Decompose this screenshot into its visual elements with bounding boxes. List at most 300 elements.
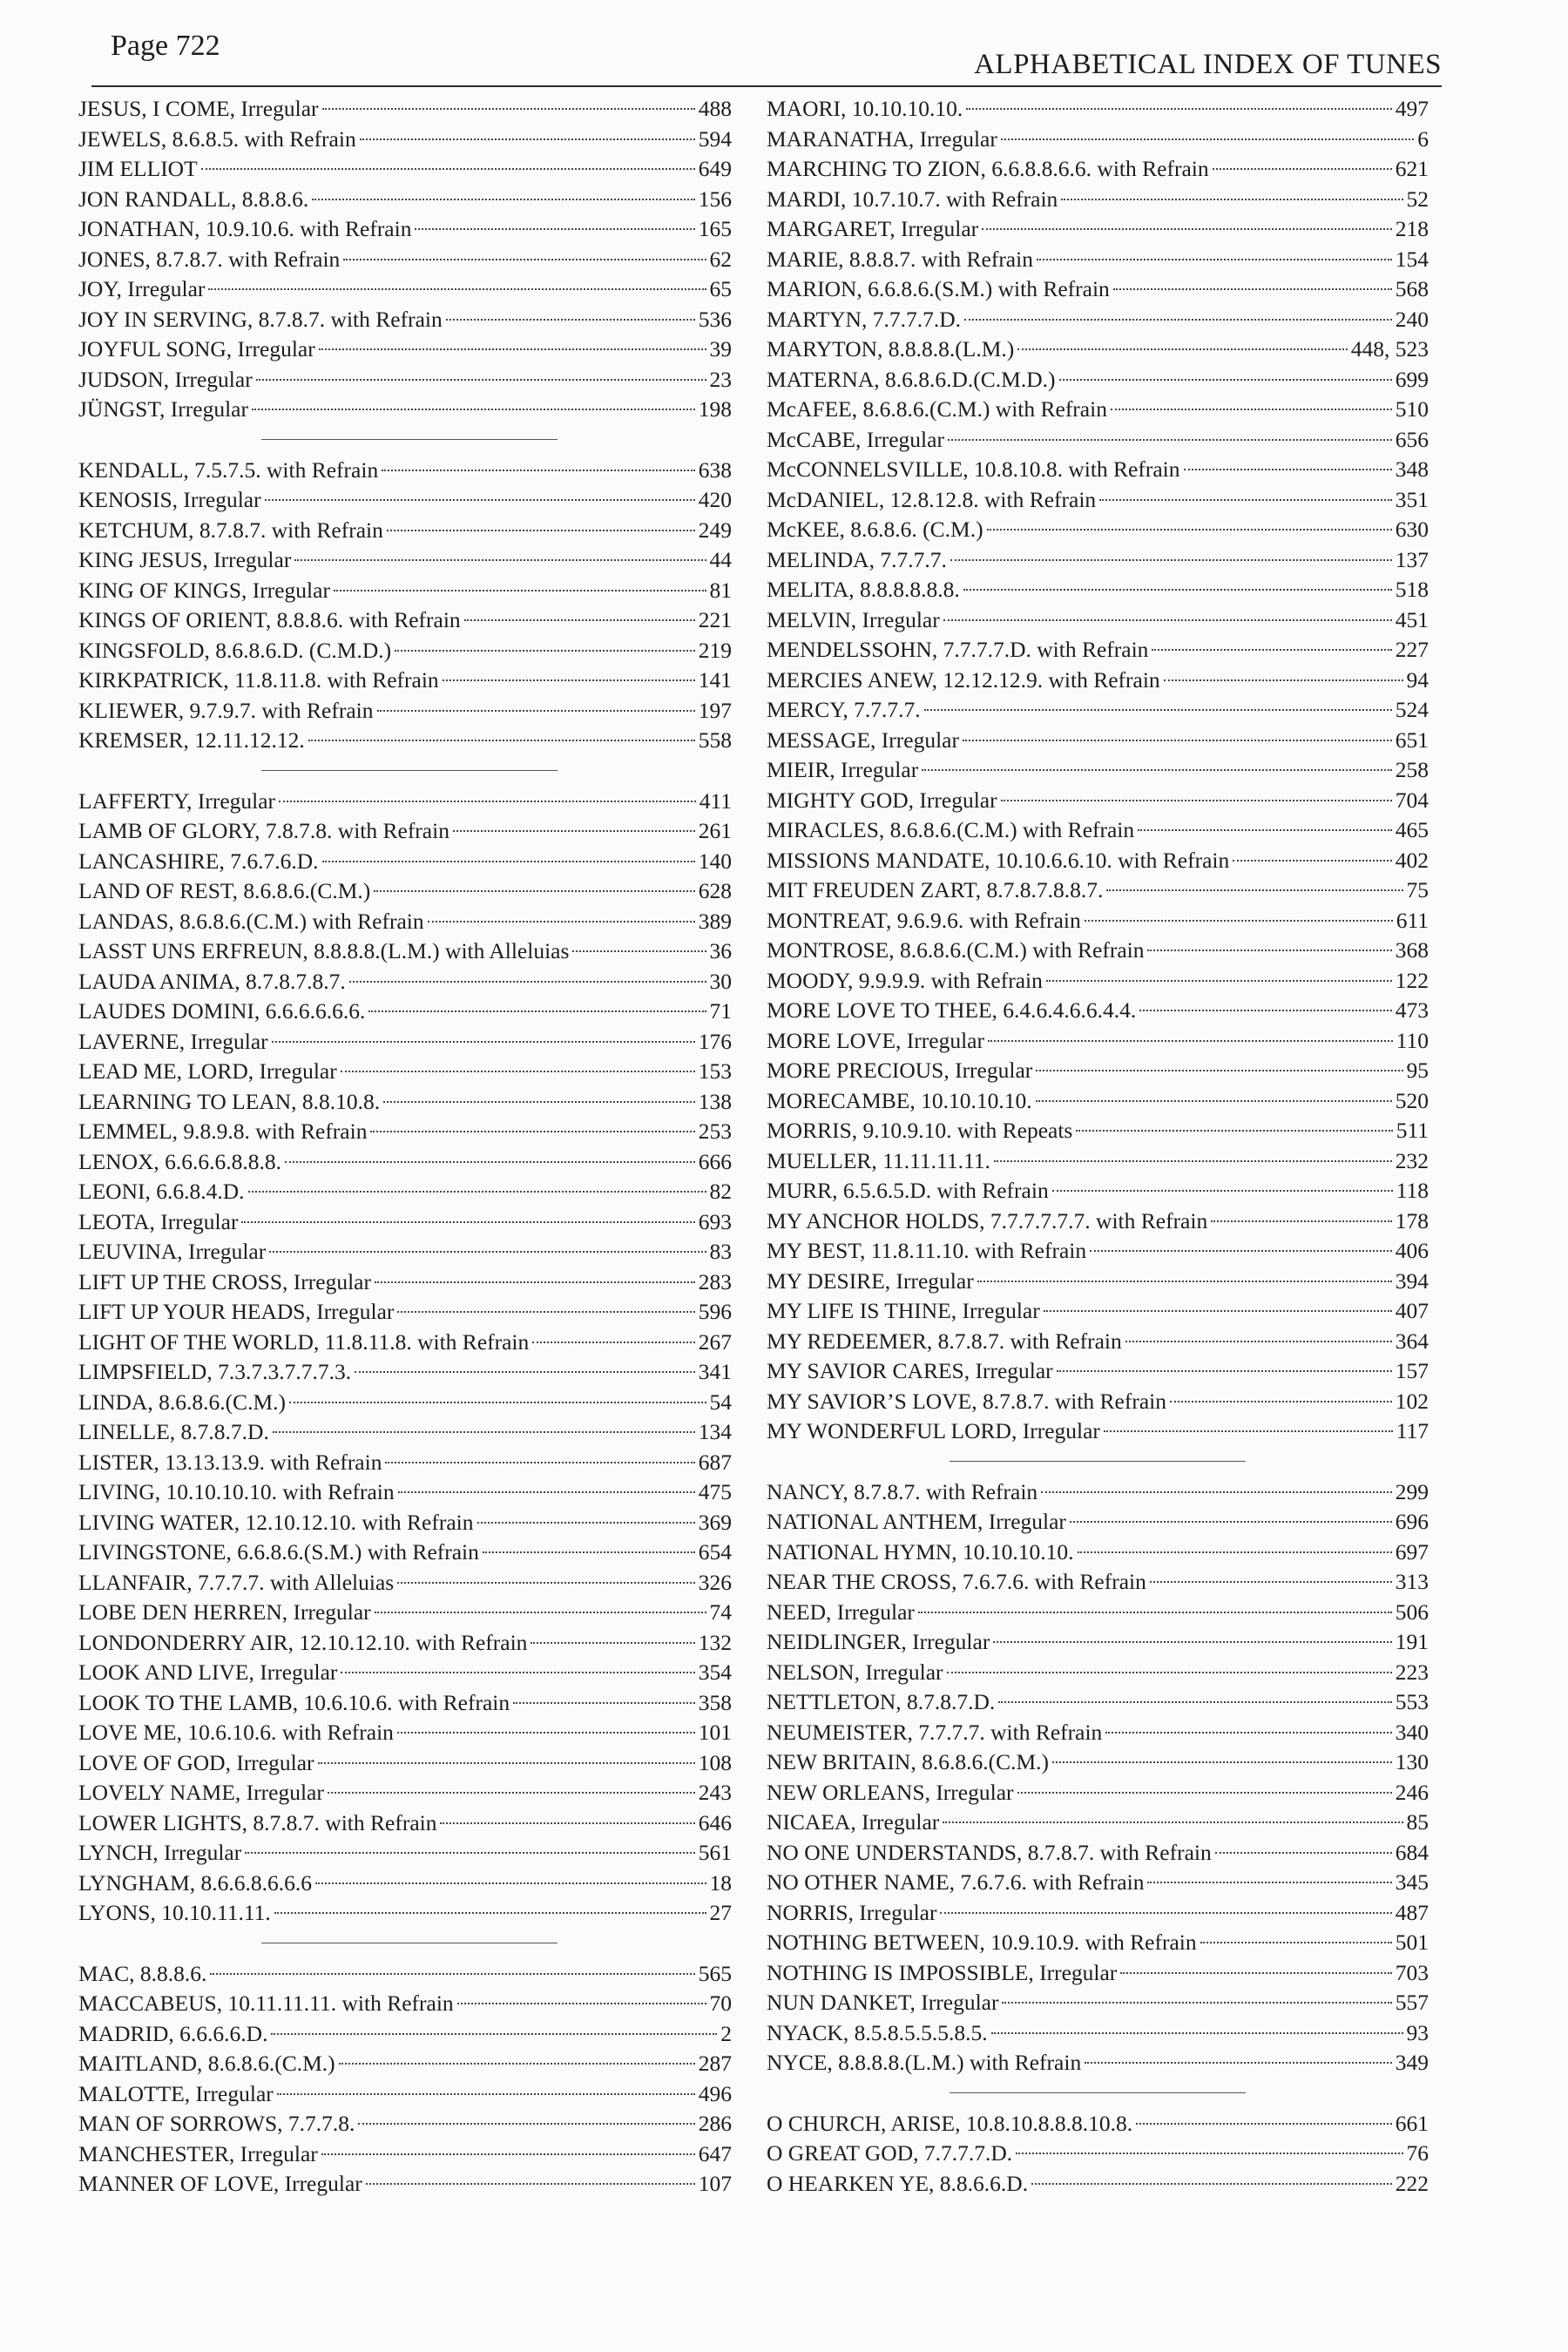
tune-entry[interactable] (767, 1206, 1429, 1237)
tune-entry[interactable] (78, 274, 732, 305)
tune-entry[interactable] (767, 125, 1429, 155)
hymn-page-number[interactable]: 501 (1395, 1930, 1429, 1955)
tune-entry[interactable] (767, 2139, 1429, 2169)
hymn-page-number[interactable]: 704 (1395, 787, 1429, 813)
tune-entry[interactable] (78, 516, 732, 546)
tune-entry[interactable] (78, 936, 732, 967)
hymn-page-number[interactable]: 219 (698, 637, 732, 663)
tune-entry[interactable] (767, 1477, 1429, 1508)
tune-entry[interactable] (767, 1687, 1429, 1718)
tune-entry[interactable] (78, 696, 732, 727)
tune-entry[interactable] (78, 485, 732, 516)
tune-entry[interactable] (767, 485, 1429, 516)
tune-entry[interactable] (767, 1838, 1429, 1869)
dot-leader (397, 1582, 695, 1584)
tune-entry[interactable] (78, 1328, 732, 1358)
tune-entry[interactable] (78, 1027, 732, 1058)
tune-entry[interactable] (78, 1869, 732, 1899)
tune-entry[interactable] (78, 1568, 732, 1598)
tune-entry[interactable] (767, 274, 1429, 305)
hymn-page-number[interactable]: 520 (1395, 1087, 1429, 1113)
hymn-page-number[interactable]: 341 (698, 1359, 732, 1384)
tune-entry[interactable] (767, 1627, 1429, 1658)
tune-entry[interactable] (78, 1207, 732, 1238)
tune-entry[interactable] (78, 395, 732, 425)
tune-entry[interactable] (767, 605, 1429, 636)
tune-entry[interactable] (767, 906, 1429, 936)
tune-entry[interactable] (78, 1508, 732, 1538)
tune-name: O HEARKEN YE, 8.8.6.6.D. (767, 2170, 1029, 2196)
tune-entry[interactable] (78, 1989, 732, 2019)
hymn-page-number[interactable]: 130 (1395, 1749, 1429, 1774)
hymn-page-number[interactable]: 243 (698, 1780, 732, 1805)
tune-entry[interactable] (78, 1237, 732, 1267)
tune-entry[interactable] (78, 787, 732, 817)
hymn-page-number[interactable]: 138 (698, 1088, 732, 1114)
hymn-page-number[interactable]: 54 (709, 1389, 732, 1415)
dot-leader (963, 589, 1392, 591)
tune-name: MAN OF SORROWS, 7.7.7.8. (78, 2111, 355, 2136)
hymn-page-number[interactable]: 178 (1395, 1207, 1429, 1233)
tune-entry[interactable] (767, 936, 1429, 966)
dot-leader (987, 529, 1392, 531)
hymn-page-number[interactable]: 558 (698, 727, 732, 753)
tune-entry[interactable] (78, 154, 732, 185)
hymn-page-number[interactable]: 36 (709, 938, 732, 963)
hymn-page-number[interactable]: 85 (1406, 1809, 1429, 1835)
tune-entry[interactable] (767, 2169, 1429, 2200)
tune-entry[interactable] (767, 185, 1429, 215)
tune-entry[interactable] (767, 815, 1429, 846)
hymn-page-number[interactable]: 94 (1406, 666, 1429, 693)
hymn-page-number[interactable]: 568 (1395, 276, 1429, 301)
tune-entry[interactable] (767, 1296, 1429, 1327)
hymn-page-number[interactable]: 240 (1395, 306, 1429, 332)
hymn-page-number[interactable]: 354 (698, 1659, 732, 1685)
tune-entry[interactable] (767, 1056, 1429, 1086)
hymn-page-number[interactable]: 153 (698, 1058, 732, 1084)
hymn-page-number[interactable]: 654 (698, 1539, 732, 1565)
hymn-page-number[interactable]: 687 (698, 1449, 732, 1475)
hymn-page-number[interactable]: 6 (1417, 125, 1429, 152)
tune-entry[interactable] (78, 1388, 732, 1418)
dot-leader (440, 1822, 694, 1824)
hymn-page-number[interactable]: 364 (1395, 1328, 1429, 1354)
hymn-page-number[interactable]: 594 (698, 125, 732, 152)
tune-name: MESSAGE, Irregular (767, 727, 959, 753)
tune-entry[interactable] (767, 245, 1429, 275)
hymn-page-number[interactable]: 110 (1396, 1027, 1429, 1053)
dot-leader (950, 559, 1392, 561)
tune-entry[interactable] (78, 576, 732, 606)
tune-entry[interactable] (767, 425, 1429, 456)
tune-entry[interactable] (78, 2169, 732, 2200)
tune-entry[interactable] (767, 1928, 1429, 1958)
dot-leader (279, 801, 696, 802)
hymn-page-number[interactable]: 406 (1395, 1238, 1429, 1263)
dot-leader (1017, 1792, 1392, 1794)
dot-leader (1152, 649, 1391, 651)
hymn-page-number[interactable]: 651 (1395, 727, 1429, 753)
hymn-page-number[interactable]: 122 (1395, 967, 1429, 993)
tune-entry[interactable] (78, 456, 732, 486)
hymn-page-number[interactable]: 536 (698, 306, 732, 332)
tune-entry[interactable] (767, 1808, 1429, 1838)
tune-entry[interactable] (78, 997, 732, 1027)
tune-entry[interactable] (767, 1356, 1429, 1387)
tune-entry[interactable] (78, 2139, 732, 2170)
tune-entry[interactable] (767, 455, 1429, 485)
hymn-page-number[interactable]: 703 (1395, 1959, 1429, 1985)
tune-name: JIM ELLIOT (78, 156, 198, 181)
hymn-page-number[interactable]: 407 (1395, 1298, 1429, 1323)
hymn-page-number[interactable]: 176 (698, 1028, 732, 1054)
tune-name: LIFT UP THE CROSS, Irregular (78, 1268, 371, 1294)
tune-entry[interactable] (78, 816, 732, 847)
hymn-page-number[interactable]: 313 (1395, 1569, 1429, 1594)
hymn-page-number[interactable]: 118 (1396, 1178, 1429, 1203)
hymn-page-number[interactable]: 553 (1395, 1689, 1429, 1714)
tune-entry[interactable] (78, 1688, 732, 1719)
hymn-page-number[interactable]: 402 (1395, 847, 1429, 873)
tune-name: KING JESUS, Irregular (78, 547, 292, 572)
tune-entry[interactable] (767, 1598, 1429, 1628)
hymn-page-number[interactable]: 2 (720, 2020, 732, 2046)
dot-leader (1061, 199, 1402, 200)
dot-leader (245, 1852, 695, 1854)
tune-entry[interactable] (78, 1778, 732, 1808)
hymn-page-number[interactable]: 596 (698, 1299, 732, 1324)
tune-entry[interactable] (767, 755, 1429, 786)
hymn-page-number[interactable]: 557 (1395, 1990, 1429, 2015)
tune-entry[interactable] (767, 1718, 1429, 1748)
dot-leader (1139, 1010, 1391, 1011)
hymn-page-number[interactable]: 451 (1395, 606, 1429, 632)
tune-entry[interactable] (767, 1236, 1429, 1267)
tune-entry[interactable] (78, 2049, 732, 2079)
tune-entry[interactable] (78, 1267, 732, 1298)
hymn-page-number[interactable]: 628 (698, 878, 732, 903)
hymn-page-number[interactable]: 137 (1395, 546, 1429, 572)
tune-entry[interactable] (78, 1808, 732, 1839)
tune-entry[interactable] (767, 1146, 1429, 1177)
tune-entry[interactable] (78, 605, 732, 636)
dot-leader (1213, 168, 1392, 170)
tune-entry[interactable] (78, 1297, 732, 1328)
tune-entry[interactable] (78, 1417, 732, 1448)
tune-entry[interactable] (78, 2019, 732, 2050)
hymn-page-number[interactable]: 156 (698, 186, 732, 212)
tune-entry[interactable] (78, 1628, 732, 1659)
tune-entry[interactable] (767, 1778, 1429, 1808)
tune-entry[interactable] (78, 2109, 732, 2139)
tune-entry[interactable] (78, 1117, 732, 1147)
tune-entry[interactable] (767, 1898, 1429, 1929)
hymn-page-number[interactable]: 261 (698, 818, 732, 843)
tune-entry[interactable] (767, 335, 1429, 365)
tune-entry[interactable] (78, 1147, 732, 1178)
hymn-page-number[interactable]: 267 (698, 1328, 732, 1355)
hymn-page-number[interactable]: 420 (698, 487, 732, 512)
dot-leader (210, 1973, 694, 1975)
hymn-page-number[interactable]: 71 (709, 998, 732, 1024)
hymn-page-number[interactable]: 154 (1395, 246, 1429, 272)
tune-entry[interactable] (767, 154, 1429, 185)
hymn-page-number[interactable]: 221 (698, 607, 732, 632)
hymn-page-number[interactable]: 83 (709, 1239, 732, 1264)
hymn-page-number[interactable]: 348 (1395, 456, 1429, 482)
hymn-page-number[interactable]: 345 (1395, 1869, 1429, 1895)
hymn-page-number[interactable]: 287 (698, 2051, 732, 2076)
tune-entry[interactable] (767, 1086, 1429, 1117)
hymn-page-number[interactable]: 473 (1395, 997, 1429, 1023)
tune-entry[interactable] (78, 1448, 732, 1478)
tune-entry[interactable] (767, 666, 1429, 696)
hymn-page-number[interactable]: 140 (698, 848, 732, 874)
hymn-page-number[interactable]: 70 (709, 1990, 732, 2016)
tune-entry[interactable] (767, 94, 1429, 125)
tune-entry[interactable] (78, 245, 732, 275)
hymn-page-number[interactable]: 253 (698, 1119, 732, 1144)
hymn-page-number[interactable]: 62 (709, 246, 732, 272)
tune-entry[interactable] (78, 335, 732, 365)
hymn-page-number[interactable]: 39 (709, 336, 732, 362)
hymn-page-number[interactable]: 358 (698, 1689, 732, 1715)
tune-entry[interactable] (767, 515, 1429, 545)
hymn-page-number[interactable]: 621 (1395, 156, 1429, 181)
hymn-page-number[interactable]: 101 (698, 1720, 732, 1745)
hymn-page-number[interactable]: 368 (1395, 937, 1429, 963)
hymn-page-number[interactable]: 389 (698, 908, 732, 934)
tune-name: MARTYN, 7.7.7.7.D. (767, 306, 962, 332)
tune-entry[interactable] (767, 1026, 1429, 1057)
tune-entry[interactable] (78, 1598, 732, 1628)
hymn-page-number[interactable]: 82 (709, 1179, 732, 1204)
tune-entry[interactable] (767, 305, 1429, 335)
tune-entry[interactable] (78, 636, 732, 666)
hymn-page-number[interactable]: 117 (1396, 1418, 1429, 1443)
hymn-page-number[interactable]: 666 (698, 1148, 732, 1174)
tune-entry[interactable] (78, 214, 732, 245)
hymn-page-number[interactable]: 23 (709, 366, 732, 392)
tune-entry[interactable] (767, 2109, 1429, 2139)
tune-entry[interactable] (78, 1538, 732, 1568)
tune-entry[interactable] (78, 907, 732, 937)
tune-entry[interactable] (767, 786, 1429, 816)
hymn-page-number[interactable]: 448, 523 (1350, 336, 1429, 362)
hymn-page-number[interactable]: 369 (698, 1509, 732, 1535)
tune-entry[interactable] (767, 214, 1429, 245)
tune-entry[interactable] (767, 575, 1429, 605)
tune-entry[interactable] (78, 967, 732, 997)
hymn-page-number[interactable]: 693 (698, 1208, 732, 1234)
tune-entry[interactable] (767, 726, 1429, 756)
hymn-page-number[interactable]: 351 (1395, 486, 1429, 512)
tune-entry[interactable] (767, 365, 1429, 395)
tune-entry[interactable] (767, 996, 1429, 1026)
tune-entry[interactable] (767, 1387, 1429, 1417)
hymn-page-number[interactable]: 249 (698, 517, 732, 543)
tune-entry[interactable] (78, 2079, 732, 2110)
hymn-page-number[interactable]: 510 (1395, 396, 1429, 422)
tune-entry[interactable] (767, 395, 1429, 425)
tune-entry[interactable] (78, 545, 732, 576)
tune-entry[interactable] (78, 876, 732, 907)
hymn-page-number[interactable]: 102 (1395, 1388, 1429, 1414)
hymn-page-number[interactable]: 107 (698, 2171, 732, 2196)
tune-entry[interactable] (767, 1567, 1429, 1598)
tune-entry[interactable] (78, 1477, 732, 1508)
tune-entry[interactable] (78, 1959, 732, 1990)
hymn-page-number[interactable]: 191 (1395, 1629, 1429, 1654)
tune-entry[interactable] (78, 125, 732, 155)
tune-name: LEARNING TO LEAN, 8.8.10.8. (78, 1088, 381, 1114)
hymn-page-number[interactable]: 157 (1395, 1358, 1429, 1383)
hymn-page-number[interactable]: 326 (698, 1569, 732, 1595)
tune-entry[interactable] (78, 1057, 732, 1087)
tune-entry[interactable] (767, 2048, 1429, 2078)
hymn-page-number[interactable]: 656 (1395, 426, 1429, 452)
hymn-page-number[interactable]: 218 (1395, 216, 1429, 241)
tune-entry[interactable] (767, 1988, 1429, 2018)
hymn-page-number[interactable]: 222 (1395, 2170, 1429, 2196)
hymn-page-number[interactable]: 258 (1395, 757, 1429, 782)
hymn-page-number[interactable]: 286 (698, 2111, 732, 2136)
hymn-page-number[interactable]: 697 (1395, 1538, 1429, 1565)
hymn-page-number[interactable]: 684 (1395, 1839, 1429, 1865)
tune-entry[interactable] (78, 1357, 732, 1388)
section-divider (261, 770, 558, 771)
hymn-page-number[interactable]: 134 (698, 1419, 732, 1444)
hymn-page-number[interactable]: 165 (698, 216, 732, 241)
tune-entry[interactable] (767, 545, 1429, 576)
tune-entry[interactable] (767, 1267, 1429, 1297)
tune-entry[interactable] (767, 1507, 1429, 1538)
tune-entry[interactable] (78, 1087, 732, 1118)
hymn-page-number[interactable]: 223 (1395, 1659, 1429, 1685)
hymn-page-number[interactable]: 76 (1406, 2140, 1429, 2166)
hymn-page-number[interactable]: 465 (1395, 817, 1429, 842)
hymn-page-number[interactable]: 65 (709, 276, 732, 301)
dot-leader (922, 769, 1392, 771)
dot-leader (1052, 1761, 1392, 1763)
tune-entry[interactable] (78, 94, 732, 125)
hymn-page-number[interactable]: 246 (1395, 1779, 1429, 1805)
hymn-page-number[interactable]: 646 (698, 1809, 732, 1835)
hymn-page-number[interactable]: 630 (1395, 517, 1429, 542)
hymn-page-number[interactable]: 132 (698, 1629, 732, 1655)
hymn-page-number[interactable]: 52 (1406, 186, 1429, 212)
hymn-page-number[interactable]: 488 (698, 96, 732, 121)
tune-entry[interactable] (767, 1658, 1429, 1688)
hymn-page-number[interactable]: 561 (698, 1840, 732, 1865)
tune-entry[interactable] (767, 1747, 1429, 1778)
hymn-page-number[interactable]: 93 (1406, 2019, 1429, 2045)
dot-leader (1111, 409, 1392, 410)
tune-entry[interactable] (78, 185, 732, 215)
hymn-page-number[interactable]: 74 (709, 1599, 732, 1625)
hymn-page-number[interactable]: 197 (698, 697, 732, 723)
tune-entry[interactable] (78, 305, 732, 335)
tune-entry[interactable] (767, 635, 1429, 666)
hymn-page-number[interactable]: 411 (699, 787, 732, 814)
hymn-page-number[interactable]: 81 (709, 577, 732, 603)
tune-entry[interactable] (78, 1898, 732, 1929)
hymn-page-number[interactable]: 75 (1406, 877, 1429, 902)
tune-entry[interactable] (78, 365, 732, 395)
dot-leader (1036, 1070, 1402, 1071)
tune-entry[interactable] (767, 875, 1429, 906)
hymn-page-number[interactable]: 141 (698, 667, 732, 693)
hymn-page-number[interactable]: 227 (1395, 637, 1429, 662)
tune-entry[interactable] (767, 846, 1429, 876)
tune-entry[interactable] (78, 1748, 732, 1779)
hymn-page-number[interactable]: 696 (1395, 1509, 1429, 1534)
dot-leader (1031, 2183, 1392, 2185)
hymn-page-number[interactable]: 518 (1395, 577, 1429, 602)
dot-leader (1211, 1220, 1392, 1222)
hymn-page-number[interactable]: 232 (1395, 1147, 1429, 1173)
dot-leader (963, 740, 1392, 741)
tune-entry[interactable] (767, 1868, 1429, 1898)
hymn-page-number[interactable]: 283 (698, 1268, 732, 1294)
hymn-page-number[interactable]: 497 (1395, 96, 1429, 121)
tune-entry[interactable] (78, 666, 732, 696)
hymn-page-number[interactable]: 394 (1395, 1267, 1429, 1294)
hymn-page-number[interactable]: 487 (1395, 1899, 1429, 1925)
hymn-page-number[interactable]: 108 (698, 1749, 732, 1775)
tune-entry[interactable] (78, 1658, 732, 1688)
hymn-page-number[interactable]: 349 (1395, 2050, 1429, 2075)
tune-entry[interactable] (767, 1538, 1429, 1568)
tune-entry[interactable] (78, 1718, 732, 1748)
hymn-page-number[interactable]: 647 (698, 2140, 732, 2166)
hymn-page-number[interactable]: 649 (698, 156, 732, 181)
hymn-page-number[interactable]: 198 (698, 396, 732, 422)
hymn-page-number[interactable]: 524 (1395, 697, 1429, 722)
hymn-page-number[interactable]: 611 (1396, 907, 1429, 933)
tune-entry[interactable] (767, 1176, 1429, 1206)
tune-entry[interactable] (767, 1958, 1429, 1989)
tune-entry[interactable] (78, 1177, 732, 1207)
tune-entry[interactable] (767, 2018, 1429, 2049)
tune-entry[interactable] (767, 1116, 1429, 1146)
tune-entry[interactable] (767, 966, 1429, 997)
tune-name: O GREAT GOD, 7.7.7.7.D. (767, 2140, 1013, 2166)
hymn-page-number[interactable]: 496 (698, 2080, 732, 2106)
hymn-page-number[interactable]: 340 (1395, 1719, 1429, 1745)
hymn-page-number[interactable]: 565 (698, 1960, 732, 1986)
hymn-page-number[interactable]: 30 (709, 968, 732, 994)
hymn-page-number[interactable]: 699 (1395, 366, 1429, 392)
hymn-page-number[interactable]: 511 (1396, 1118, 1429, 1143)
tune-entry[interactable] (767, 1327, 1429, 1357)
hymn-page-number[interactable]: 27 (709, 1900, 732, 1925)
tune-entry[interactable] (767, 1416, 1429, 1447)
tune-entry[interactable] (78, 1838, 732, 1869)
hymn-page-number[interactable]: 475 (698, 1479, 732, 1504)
hymn-page-number[interactable]: 638 (698, 456, 732, 483)
hymn-page-number[interactable]: 95 (1406, 1058, 1429, 1083)
hymn-page-number[interactable]: 506 (1395, 1598, 1429, 1625)
hymn-page-number[interactable]: 44 (709, 547, 732, 572)
tune-entry[interactable] (767, 695, 1429, 726)
tune-entry[interactable] (78, 847, 732, 877)
hymn-page-number[interactable]: 299 (1395, 1478, 1429, 1504)
hymn-page-number[interactable]: 18 (709, 1869, 732, 1896)
tune-entry[interactable] (78, 726, 732, 756)
hymn-page-number[interactable]: 661 (1395, 2110, 1429, 2136)
